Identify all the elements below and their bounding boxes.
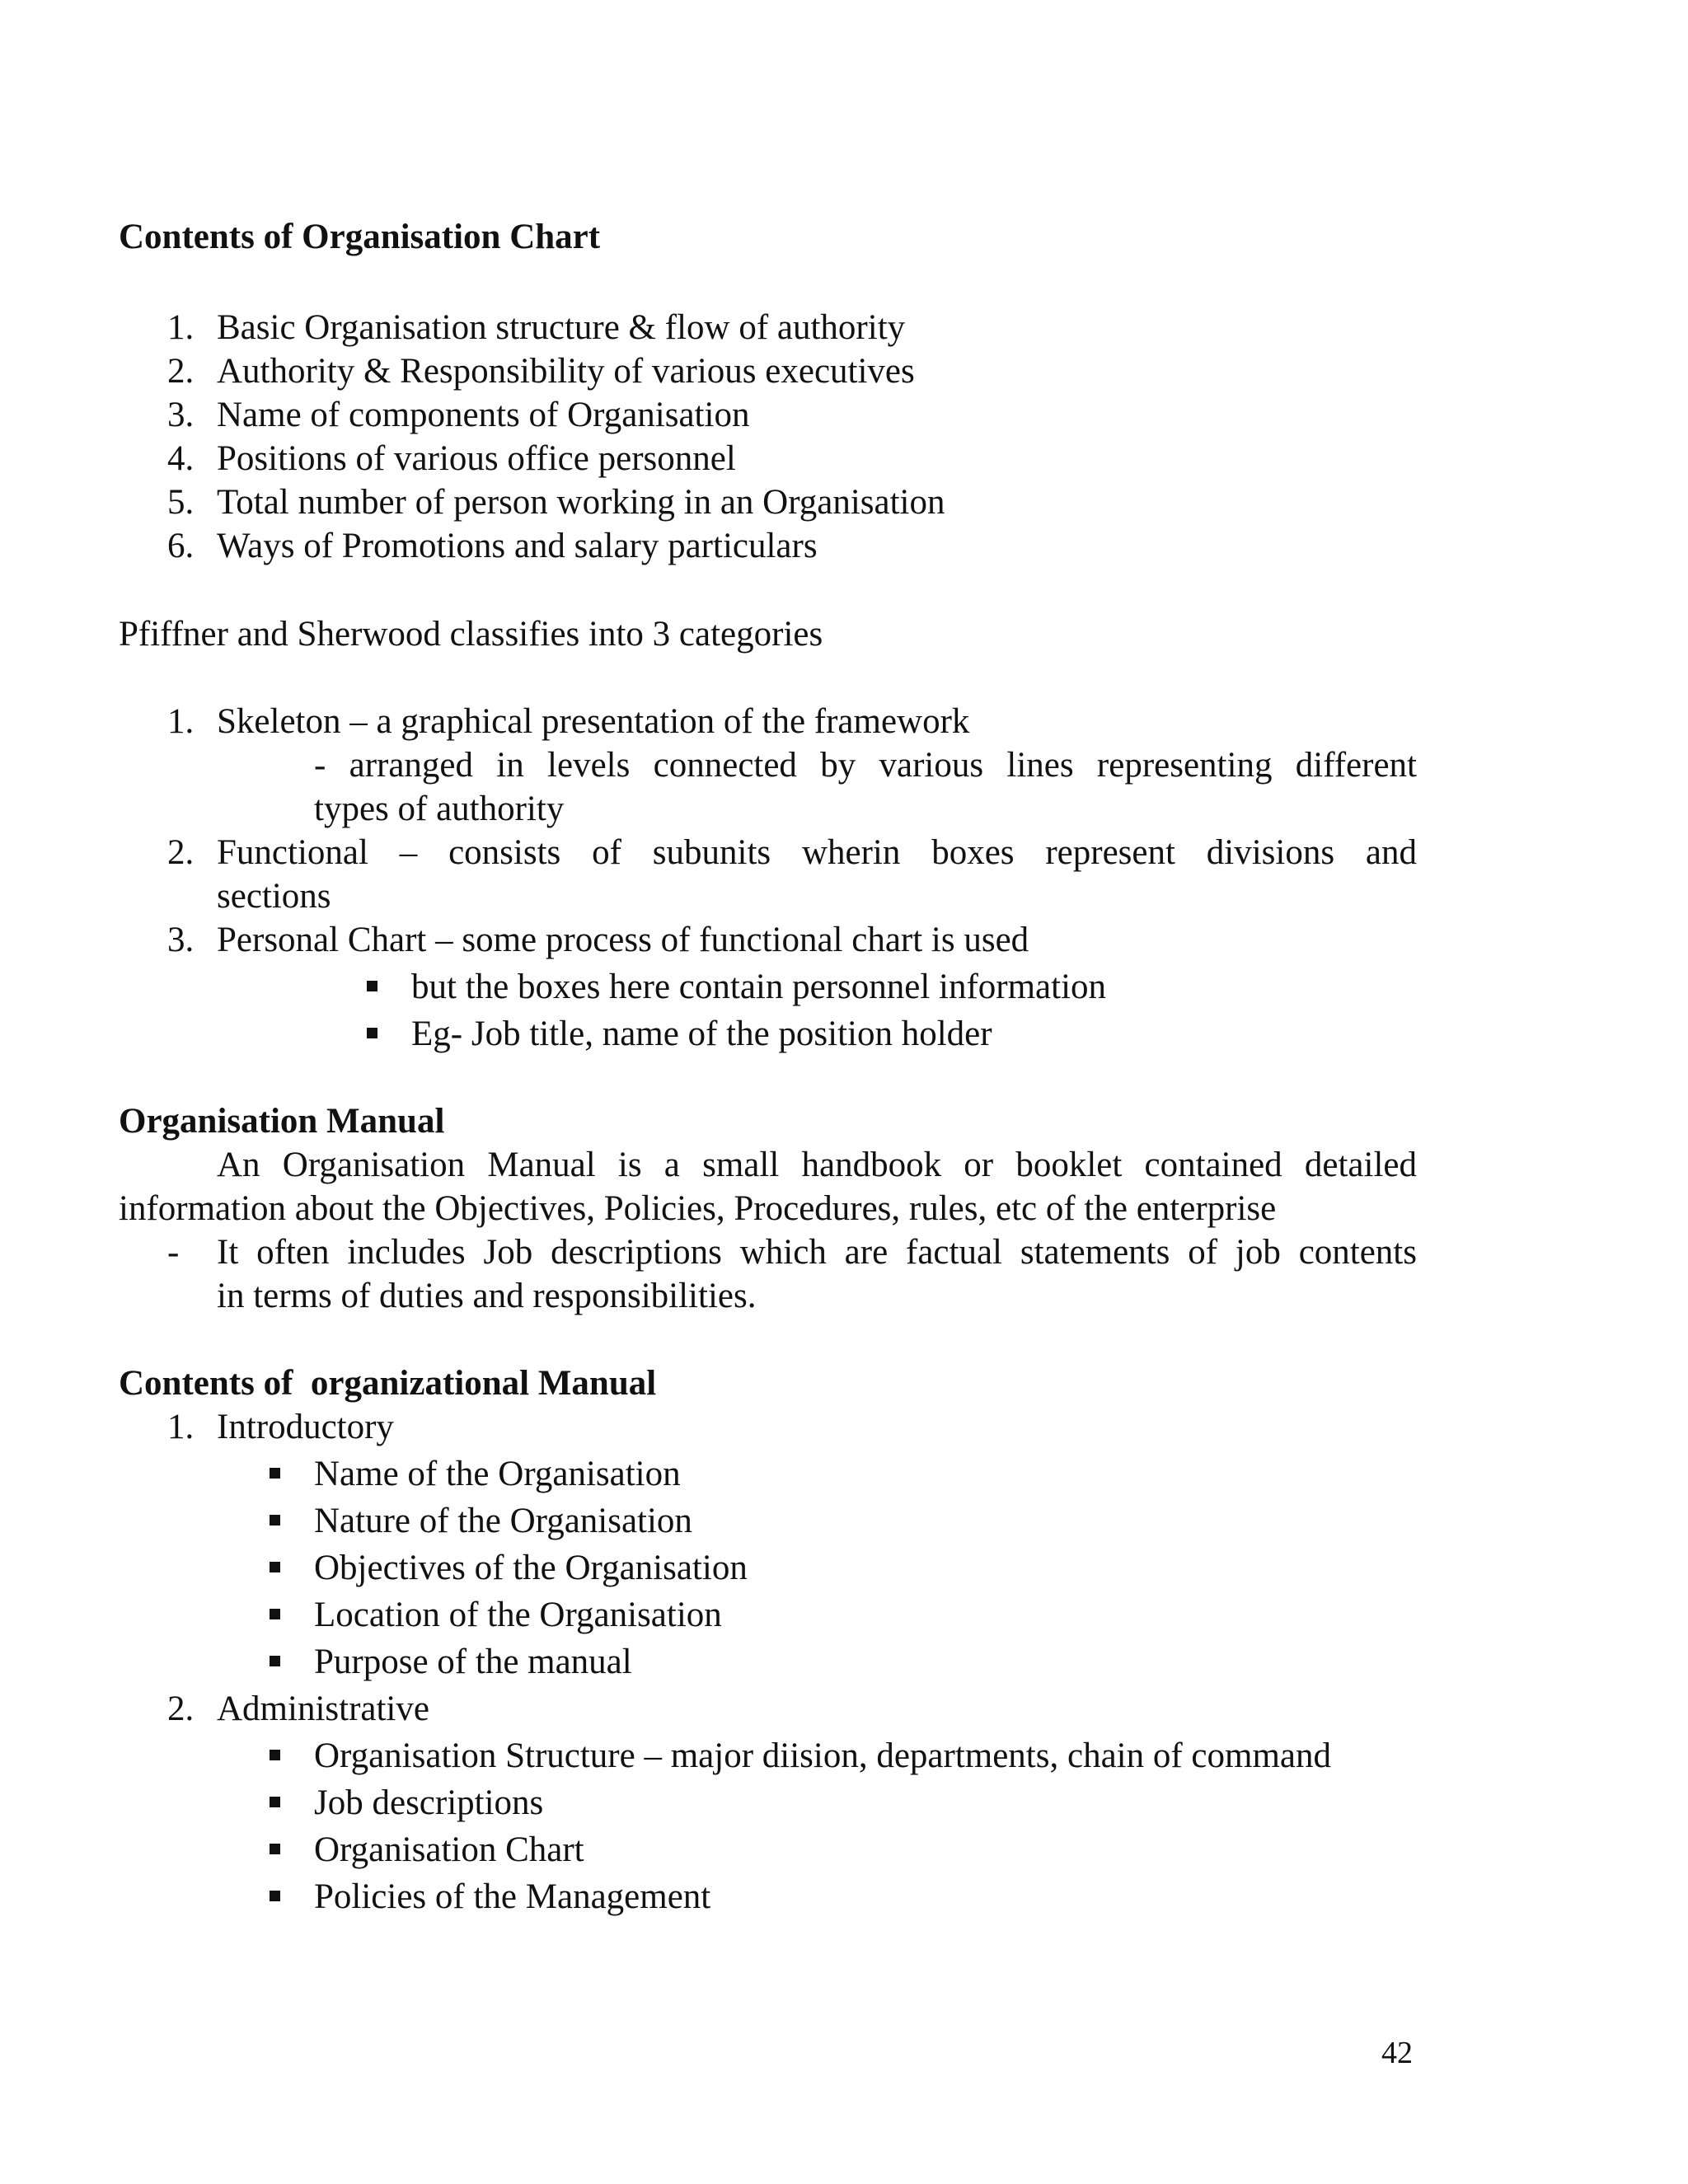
list-item: Ways of Promotions and salary particulars: [217, 527, 818, 565]
bullet-item: Eg- Job title, name of the position holder: [411, 1015, 992, 1053]
group-title-introductory: Introductory: [217, 1408, 394, 1446]
square-bullet-icon: [270, 1656, 280, 1666]
square-bullet-icon: [270, 1609, 280, 1619]
list-item: Total number of person working in an Organisation: [217, 483, 945, 522]
manual-paragraph-line-1: An Organisation Manual is a small handbook or booklet contained detailed: [217, 1146, 1417, 1184]
bullet-item: Organisation Chart: [314, 1830, 584, 1869]
category-functional: Functional – consists of subunits wherin boxes represent divisions and: [217, 833, 1417, 872]
bullet-item: Job descriptions: [314, 1783, 544, 1822]
bullet-item: Name of the Organisation: [314, 1455, 681, 1493]
group-title-administrative: Administrative: [217, 1690, 429, 1728]
category-personal-chart: Personal Chart – some process of functional chart is used: [217, 921, 1029, 959]
page-number: 42: [1381, 2036, 1413, 2070]
list-item: Basic Organisation structure & flow of authority: [217, 308, 906, 347]
manual-paragraph-line-2: information about the Objectives, Policies, Procedures, rules, etc of the enterprise: [119, 1189, 1277, 1228]
bullet-item: Nature of the Organisation: [314, 1502, 692, 1540]
square-bullet-icon: [270, 1750, 280, 1760]
bullet-item: but the boxes here contain personnel information: [411, 968, 1107, 1006]
category-functional-cont: sections: [217, 877, 331, 916]
list-item: Positions of various office personnel: [217, 439, 736, 478]
square-bullet-icon: [270, 1844, 280, 1854]
section-heading-manual-contents: Contents of organizational Manual: [119, 1364, 657, 1403]
bullet-item: Organisation Structure – major diision, departments, chain of command: [314, 1736, 1331, 1775]
square-bullet-icon: [367, 1028, 377, 1038]
list-number: 3.: [167, 921, 195, 959]
list-number: 2.: [167, 833, 195, 872]
list-item: Authority & Responsibility of various executives: [217, 352, 915, 391]
list-number: 5.: [167, 483, 195, 522]
list-number: 4.: [167, 439, 195, 478]
list-number: 2.: [167, 1690, 195, 1728]
bullet-item: Location of the Organisation: [314, 1596, 722, 1634]
classification-intro: Pfiffner and Sherwood classifies into 3 categories: [119, 615, 823, 654]
bullet-item: Purpose of the manual: [314, 1643, 632, 1681]
square-bullet-icon: [270, 1797, 280, 1807]
list-number: 1.: [167, 308, 195, 347]
category-skeleton: Skeleton – a graphical presentation of the framework: [217, 702, 970, 741]
bullet-item: Policies of the Management: [314, 1877, 711, 1916]
square-bullet-icon: [270, 1562, 280, 1572]
category-skeleton-detail: - arranged in levels connected by various lines representing different: [314, 746, 1417, 785]
list-number: 1.: [167, 702, 195, 741]
manual-dash-line-2: in terms of duties and responsibilities.: [217, 1277, 757, 1315]
list-number: 6.: [167, 527, 195, 565]
list-item: Name of components of Organisation: [217, 396, 750, 434]
square-bullet-icon: [270, 1515, 280, 1526]
list-number: 2.: [167, 352, 195, 391]
square-bullet-icon: [270, 1468, 280, 1479]
section-heading-organisation-chart: Contents of Organisation Chart: [119, 218, 601, 256]
category-skeleton-detail-cont: types of authority: [314, 790, 565, 828]
bullet-item: Objectives of the Organisation: [314, 1549, 748, 1587]
section-heading-organisation-manual: Organisation Manual: [119, 1102, 445, 1141]
list-number: 1.: [167, 1408, 195, 1446]
manual-dash-line-1: It often includes Job descriptions which are factual statements of job contents: [217, 1233, 1417, 1272]
square-bullet-icon: [367, 981, 377, 991]
list-number: 3.: [167, 396, 195, 434]
square-bullet-icon: [270, 1891, 280, 1901]
dash-marker: -: [167, 1233, 180, 1272]
